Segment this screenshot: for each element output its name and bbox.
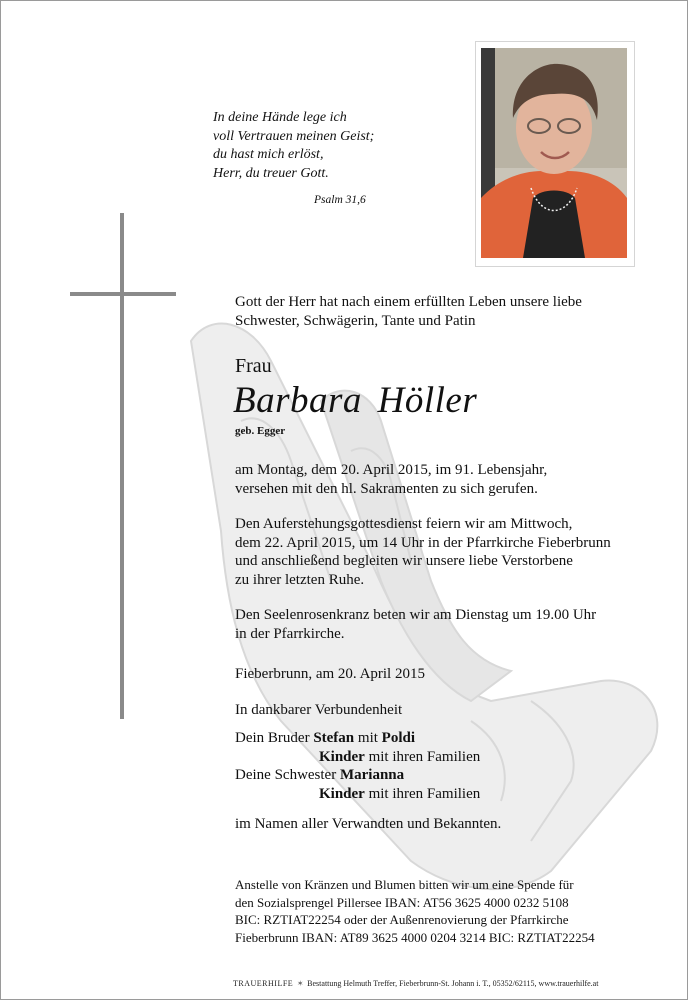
psalm-quote bbox=[213, 109, 374, 210]
relatives bbox=[235, 815, 501, 834]
poem-line-2: voll Vertrauen meinen Geist; bbox=[213, 128, 375, 144]
footer-text: Bestattung Helmuth Treffer, Fieberbrunn-St. Johann i. T., 05352/62115, www.trauerhilfe.at bbox=[307, 979, 599, 988]
relatives-text: im Namen aller Verwandten und Bekannten. bbox=[235, 816, 502, 832]
donation-line-2: den Sozialsprengel Pillersee IBAN: AT56 3625 4000 0232 5108 bbox=[235, 894, 569, 910]
funeral-line-1: Den Auferstehungsgottesdienst feiern wir am Mittwoch, bbox=[235, 516, 573, 532]
portrait-photo bbox=[475, 41, 635, 267]
children-2: Kinder bbox=[319, 785, 365, 802]
children-suffix-2: mit ihren Familien bbox=[364, 785, 481, 802]
brother-line bbox=[235, 729, 480, 748]
poem-line-4: Herr, du treuer Gott. bbox=[213, 165, 329, 181]
title-label: Frau bbox=[235, 355, 272, 377]
children-suffix-1: mit ihren Familien bbox=[364, 748, 481, 765]
rosary-info bbox=[235, 606, 596, 643]
funeral-line-3: und anschließend begleiten wir unsere liebe Verstorbene bbox=[235, 553, 573, 569]
cross-bar bbox=[70, 292, 176, 296]
poem-source: Psalm 31,6 bbox=[314, 194, 366, 206]
death-notice bbox=[235, 461, 547, 498]
poem-line-3: du hast mich erlöst, bbox=[213, 147, 324, 162]
funeral-line-2: dem 22. April 2015, um 14 Uhr in der Pfarrkirche Fieberbrunn bbox=[235, 534, 611, 551]
sister-name: Marianna bbox=[339, 767, 405, 783]
family-list bbox=[235, 729, 480, 803]
death-line-1: am Montag, dem 20. April 2015, im 91. Lebensjahr, bbox=[235, 462, 548, 478]
donation-line-4: Fieberbrunn IBAN: AT89 3625 4000 0204 3214 BIC: RZTIAT22254 bbox=[235, 929, 595, 945]
children-line-1 bbox=[235, 748, 480, 767]
place-date-text: Fieberbrunn, am 20. April 2015 bbox=[235, 666, 425, 682]
children-1: Kinder bbox=[319, 748, 365, 765]
brother-partner: Poldi bbox=[381, 730, 416, 746]
cross-icon bbox=[120, 213, 124, 719]
poem-line-1: In deine Hände lege ich bbox=[213, 110, 347, 125]
brother-name: Stefan bbox=[313, 730, 355, 746]
portrait-image bbox=[481, 48, 627, 258]
gratitude-text: In dankbarer Verbundenheit bbox=[235, 702, 403, 718]
donation-line-3: BIC: RZTIAT22254 oder der Außenrenovierung der Pfarrkirche bbox=[235, 912, 569, 927]
sister-line bbox=[235, 766, 480, 785]
brother-with: mit bbox=[354, 730, 382, 746]
death-line-2: versehen mit den hl. Sakramenten zu sich gerufen. bbox=[235, 480, 538, 497]
funeral-home-footer bbox=[233, 979, 598, 988]
intro-text bbox=[235, 293, 582, 330]
footer-brand: TRAUERHILFE bbox=[233, 979, 294, 988]
gratitude bbox=[235, 701, 402, 720]
donation-request bbox=[235, 876, 595, 946]
funeral-line-4: zu ihrer letzten Ruhe. bbox=[235, 571, 365, 588]
maiden-name: geb. Egger bbox=[235, 425, 286, 437]
rosary-line-1: Den Seelenrosenkranz beten wir am Dienstag um 19.00 Uhr bbox=[235, 607, 597, 623]
children-line-2 bbox=[235, 785, 480, 804]
brother-prefix: Dein Bruder bbox=[235, 730, 314, 746]
funeral-info bbox=[235, 515, 611, 589]
intro-line-1: Gott der Herr hat nach einem erfüllten Leben unsere liebe bbox=[235, 294, 582, 310]
intro-line-2: Schwester, Schwägerin, Tante und Patin bbox=[235, 312, 476, 329]
rosary-line-2: in der Pfarrkirche. bbox=[235, 625, 345, 642]
donation-line-1: Anstelle von Kränzen und Blumen bitten wir um eine Spende für bbox=[235, 877, 574, 892]
angel-icon: ✶ bbox=[296, 979, 304, 988]
sister-prefix: Deine Schwester bbox=[235, 767, 340, 783]
place-date bbox=[235, 665, 425, 684]
deceased-name: Barbara Höller bbox=[233, 380, 478, 421]
